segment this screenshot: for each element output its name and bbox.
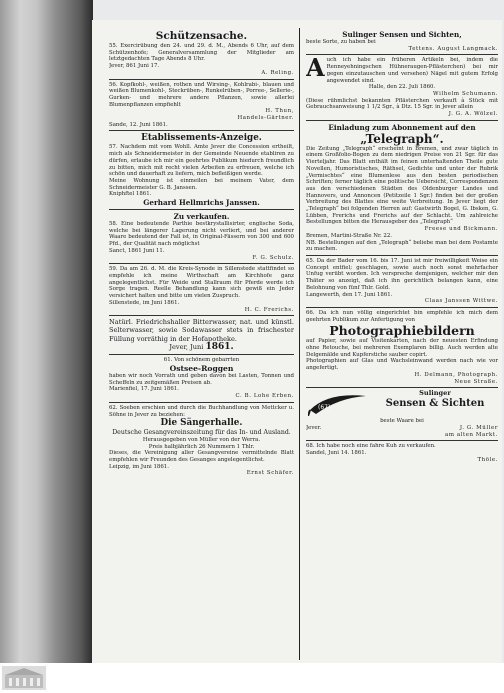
heading-photographiebildern: Photographiebildern [329,323,475,339]
ad-62-price: Preis halbjährlich 26 Nummern 1 Thlr. [148,443,255,450]
ad-59-signature: H. C. Frerichs. [244,306,294,313]
ad-68-text: 68. Ich habe noch eine fahre Kuh zu verkaufen. [306,443,436,450]
ad-64-text: uch ich habe ein früheren Artikeln bei, indem die Renneyehningschen Hühneraugen-Pflästerchen) bei mir gegen einzutauschen und versehen) Nägel mit gutem Erfolg angewendet sind. [326,57,498,84]
ad-64-note-signature: J. G. A. Wölzel. [448,111,498,118]
right-column [306,30,498,660]
ad-61-pre: 61. Von schönem gebarrten [163,356,240,363]
ad-64-initial: A [306,53,325,83]
ad-57-text: 57. Nachdem mit vom Wohll. Amte Jever die Concession ertheilt, mich als Schneidermeister in der Gemeinde Neuende etabliren zu dürfen, erlaube ich mir ein geehrtes Publikum hiedurch freundlich zu bitten, mich mit recht vielen Arbeiten zu erfreuen, welche ich schön und dauerhaft zu liefern, mich befleißigen werde. [109,144,294,178]
badge-place: Jever. [306,424,322,431]
ad-62-text: 62. Soeben erschien und durch die Buchhandlung von Mettcker u. Söhne in Jever zu beziehen: [109,404,294,418]
badge-address: am alten Markt. [445,431,498,438]
ad-56-title: Handels-Gärtner. [237,115,294,122]
ad-58-text: 58. Eine bedeutende Parthie bestkrystallisirter, englische Soda, welche bei längerer Lagerung nicht verliert, und bei anderer Waare bedeutend der Fall ist, in Original-Fässern von 300 und 600 Pfd., der Qualität nach möglichst [109,221,294,248]
ad-59-date: Sillenstede, im Juni 1861. [109,299,180,306]
divider-rule [109,402,294,403]
ad-59-text: 59. Da am 26. d. M. die Kreis-Synode in Sillenstede stattfindet so empfehle ich meine Wirthschaft am Kirchhofe ganz angelegentlichst. Für Weide und Stallraum für Pferde werde ich Sorge tragen. Reelle Behandlung kann sich gewiß ein Jeder versichert halten und bitte um vielen Zuspruch. [109,266,294,300]
ad-66-place: Neue Straße. [454,378,498,385]
ad-60-date: Jever, Juni [169,342,204,351]
divider-rule [306,120,498,121]
ad-55-date: Jever, 861 Juni 17. [109,63,160,70]
heading-sulinger-sensen: Sulinger Sensen und Sichten, [342,30,462,39]
ad-64-block [306,53,498,84]
ad-63-text: beste Sorte, zu haben bei [306,39,376,45]
left-column [109,30,294,660]
divider-rule [109,79,294,80]
ad-56-place: Sande, 12. Juni 1861. [109,121,168,128]
ad-65-signature: Claas Janssen Wittwe. [424,298,498,305]
ad-64-note: (Diese rühmlichst bekannten Pflästerchen verkauft à Stück mit Gebrauchsanweisung 1 1/2 Sgr., à Dtz. 15 Sgr. in Jever allein [306,97,498,111]
badge-name: J. G. Müller [459,424,498,431]
ad-62-date: Leipzig, im Juni 1861. [109,463,169,470]
divider-rule [109,354,294,355]
column-divider [299,28,300,660]
footer-strip [0,663,504,693]
badge-title: Sensen & Sichten [385,397,485,409]
heading-ostsee-roggen: Ostsee-Roggen [169,363,234,373]
ad-telegraph-place: Bremen, Martini-Straße Nr. 22. [306,232,393,239]
ad-66-text-2: auf Papier, sowie auf Visitenkarten, nach der neuesten Erfindung ohne Retouche, bei mehreren Exemplaren billig. Auch werden alte Delgemälde und Kupferstiche sauber copirt. [306,338,498,358]
ad-telegraph-text: Die Zeitung „Telegraph“ erscheint in Bremen, und zwar täglich in einem Großfolio-Bogen zu dem niedrigen Preise von 21 Sgr. für das Vierteljahr. Das Blatt enthält im feinen unterhaltenden Theile gute Novellen, Humoristisches, Räthsel, Gedichte und unter der Rubrik „Vermischtes“ eine Blumenlese aus den besten periodischen Schriften; ferner täglich eine politische Uebersicht, Correspondenzen aus den verschiedenen Städten des Oldenburger Landes und Hannovers, und Annoncen (Petitzeile 1 Sgr.) finden bei der großen Verbreitung des Blattes eine weite Verbreitung. In Jever liegt der „Telegraph“ bei folgenden Herren auf: Gastwirth Bogel, G. Ibsken, G. Lübben, Frerichs und Frerichs auf der Schlacht. Um zahlreiche Bestellungen bitten die Herausgeber des „Telegraph“ [306,145,498,226]
divider-rule [306,387,498,388]
heading-einladung: Einladung zum Abonnement auf den [328,122,476,132]
scythe-icon [308,390,368,416]
divider-rule [109,263,294,264]
ad-61-date: Marienfiel, 17. Juni 1861. [109,386,179,393]
divider-rule [306,255,498,256]
divider-rule [109,130,294,131]
badge-number: (67) [318,404,331,412]
divider-rule [306,54,498,55]
ad-61-signature: C. B. Lohe Erben. [235,393,294,400]
badge-top: Sulinger [419,389,451,398]
ad-telegraph-signature: Freese und Bickmann. [424,226,498,233]
ad-66-text-3: Photographien auf Glas und Wachsleinwand werden nach wie vor angefertigt. [306,358,498,372]
ad-68-date: Sandel, Juni 14. 1861. [306,450,367,457]
ad-62-editor: Herausgegeben von Müller von der Werra. [142,436,261,443]
ad-60-dateline [109,343,294,352]
ad-56-signature: H. Thun, [265,108,294,115]
heading-telegraph: „Telegraph“. [360,131,444,146]
book-spine [0,0,92,663]
ad-57-name: Gerhard Hellmrichs Janssen. [143,198,260,208]
ad-65-text: 65. Da der Bader vom 16. bis 17. Juni ist mir freiwilligkeit Weise ein Concept entfiel; geschlagen, sowie auch noch sonst mehrfacher Unfug verübt worden. Ich verspreche demjenigen, welcher mir den Thäter so anzeigt, daß ich ihn gerichtlich belangen kann, eine Belohnung von fünf Thlr. Gold. [306,257,498,291]
ad-57-text-2: Meine Wohnung ist einmeilen bei meinem Vater, dem Schneidermeister G. B. Janssen. [109,177,294,191]
ad-62-text-2: Dieses, die Vereinigung aller Gesangvereine vermittelnde Blatt empfehlen wir Freunden des Gesanges angelegentlichst. [109,450,294,463]
ad-68-signature: Thöle. [477,456,498,463]
ad-65-date: Langewerth, den 17. Juni 1861. [306,291,393,298]
library-logo-icon [2,666,46,690]
ad-55-signature: A. Reling. [261,69,294,76]
ad-telegraph-nb: NB. Bestellungen auf den „Telegraph“ beliebe man bei dem Postamte zu machen. [306,239,498,253]
badge-dealer [306,425,498,432]
heading-schuetzensache: Schützensache. [155,30,248,42]
ad-62-subtitle: Deutsche Gesangvereinszeitung für das In- und Ausland. [112,429,291,437]
ad-58-signature: F. G. Schulz. [252,254,294,261]
divider-rule [306,307,498,308]
ad-60-text: Natürl. Friedrichshaller Bitterwasser, nat. und künstl. Selterwasser, sowie Sodawasser stets in frischester Füllung vorräthig in der Hofapotheke. [109,318,294,343]
heading-saengerhalle: Die Sängerhalle. [160,418,243,429]
ad-55-text: 55. Exercirübung den 24. und 29. d. M., Abends 6 Uhr, auf dem Schützenhofe; Generalversammlung der Mitglieder am letztgedachten Tage Abends 8 Uhr. [109,43,294,63]
heading-etablissements: Etablissements-Anzeige. [141,133,262,144]
ad-58-date: Sanct, 1861 Juni 11. [109,247,165,254]
divider-rule [306,440,498,441]
sensen-badge [306,390,498,417]
ad-57-place: Kniphftel 1861. [109,191,152,198]
ad-66-signature: H. Delmann, Photograph. [414,371,498,378]
ad-62-signature: Ernst Schäfer. [246,470,294,477]
ad-66-text: 66. Da ich nun völlig eingerichtet bin empfehle ich mich dem geehrten Publikum zur Anfertigung von [306,309,498,323]
heading-zu-verkaufen: Zu verkaufen. [173,212,230,222]
ad-56-text: 56. Kopfkohl-, weißen, rothen und Wirsing-, Kohlrabi-, blauen und weißen Blumenkohl-, Steckrüben-, Runkelrüben-, Porree-, Sellerie-, Gurken- und mehrere andere Pflanzen, sowie allerlei Blumenpflanzen empfiehlt [109,81,294,108]
ad-64-date: Halle, den 22. Juli 1860. [368,84,436,91]
ad-63-signature: Tettens. August Langmack. [408,45,498,52]
ad-61-text: haben wir noch Vorrath und geben davon bei Lasten, Tonnen und Scheffeln zu zeitgemäßen Preisen ab. [109,373,294,386]
divider-rule [109,209,294,210]
ad-64-signature: Wilhelm Schumann. [433,90,498,97]
newspaper-page [92,20,502,663]
divider-rule [109,315,294,316]
ad-60-year: 1861. [205,341,234,352]
badge-sub: beste Waare bei [380,418,424,425]
